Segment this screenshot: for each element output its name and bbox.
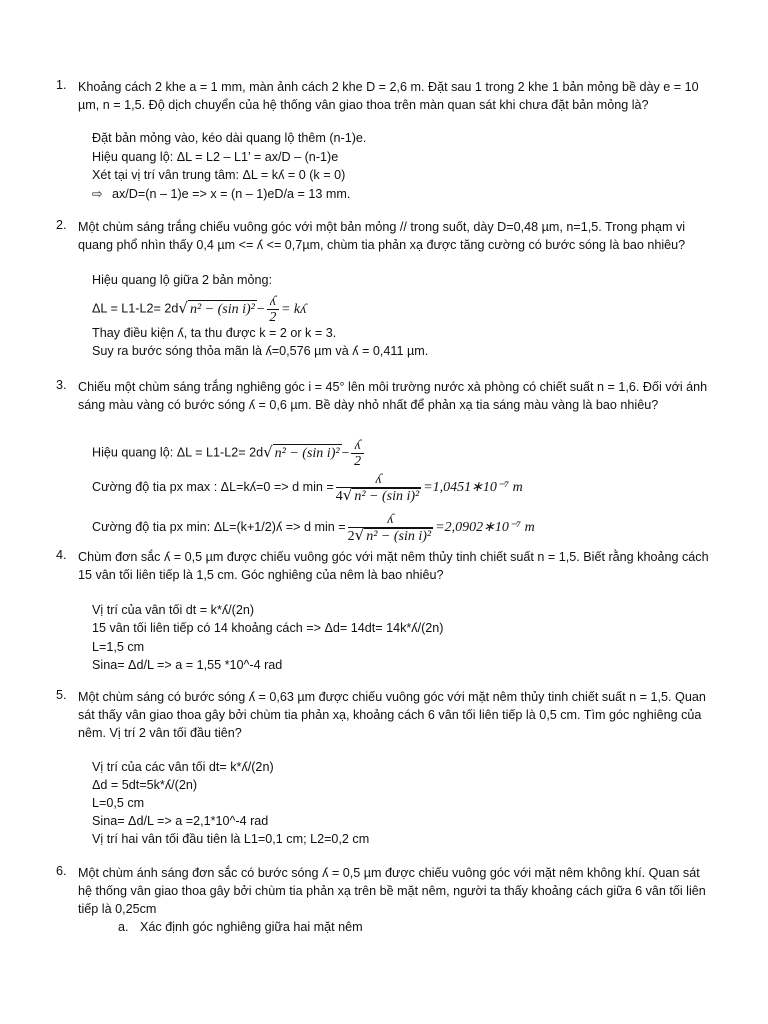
solution-line: Hiệu quang lộ: ΔL = L2 – L1’ = ax/D – (n-1)e xyxy=(92,150,339,164)
solution-line: Đặt bản mỏng vào, kéo dài quang lộ thêm (n-1)e. xyxy=(92,131,367,145)
formula-prefix: Cường độ tia px max : ΔL=kʎ=0 => d min = xyxy=(92,480,334,495)
formula-result: =1,0451∗10⁻⁷ m xyxy=(423,480,523,496)
solution-line: Vị trí của vân tối dt = k*ʎ/(2n) xyxy=(92,603,255,617)
solution-line: Vị trí hai vân tối đầu tiên là L1=0,1 cm; L2=0,2 cm xyxy=(92,832,370,846)
formula-line xyxy=(92,472,523,504)
formula-line xyxy=(92,294,306,325)
sqrt-icon: √ xyxy=(178,298,188,317)
sub-question-label: a. xyxy=(118,920,129,934)
solution-line: L=0,5 cm xyxy=(92,796,145,810)
problem-number: 6. xyxy=(56,864,67,878)
problem-6 xyxy=(56,864,716,918)
sub-question-a xyxy=(118,920,363,934)
solution-line: ax/D=(n – 1)e => x = (n – 1)eD/a = 13 mm. xyxy=(112,187,351,201)
sqrt-icon: √ xyxy=(354,526,365,544)
problem-number: 4. xyxy=(56,548,67,562)
problem-text: Một chùm sáng trắng chiếu vuông góc với một bản mỏng // trong suốt, dày D=0,48 µm, n=1,5. Trong phạm vi quang phổ nhìn thấy 0,4 µm <= ʎ <= 0,7µm, chùm tia phản xạ được tăng cường có bước sóng là bao nhiêu? xyxy=(78,220,686,252)
problem-number: 5. xyxy=(56,688,67,702)
problem-2 xyxy=(56,218,716,254)
problem-text: Một chùm sáng có bước sóng ʎ = 0,63 µm được chiếu vuông góc với mặt nêm thủy tinh chiết suất n = 1,5. Quan sát thấy vân giao thoa gây bởi chùm tia phản xạ, khoảng cách 6 vân tối liên tiếp là 0,5 cm. Tìm góc nghiêng của nêm. Vị trí 2 vân tối đầu tiên? xyxy=(78,690,706,740)
sqrt-expression: n² − (sin i)² xyxy=(189,301,255,317)
problem-text: Một chùm ánh sáng đơn sắc có bước sóng ʎ = 0,5 µm được chiếu vuông góc với mặt nêm không khí. Quan sát hệ thống vân giao thoa gây bởi chùm tia phản xạ trên bề mặt nêm, người ta thấy khoảng cách giữa 6 vân tối liên tiếp là 0,25cm xyxy=(78,866,706,916)
sub-question-text: Xác định góc nghiêng giữa hai mặt nêm xyxy=(140,920,363,934)
fraction: $\frac{\text{ʎ}}{\text{4√ n² − (sin i)²}}$ xyxy=(335,472,420,504)
fraction: $\frac{\text{ʎ}}{2}$ xyxy=(267,294,279,325)
solution-line: Δd = 5dt=5k*ʎ/(2n) xyxy=(92,778,198,792)
fraction: $\frac{\text{ʎ}}{2}$ xyxy=(351,438,363,469)
fraction: $\frac{\text{ʎ}}{\text{2√ n² − (sin i)²}}$ xyxy=(347,512,432,544)
solution-line: L=1,5 cm xyxy=(92,640,145,654)
formula-result: = kʎ xyxy=(280,301,307,317)
problem-4 xyxy=(56,548,716,584)
formula-prefix: ΔL = L1-L2= 2d xyxy=(92,301,179,316)
minus-sign: − xyxy=(256,301,265,317)
solution-line: Hiệu quang lộ giữa 2 bản mỏng: xyxy=(92,273,272,287)
problem-text: Chùm đơn sắc ʎ = 0,5 µm được chiếu vuông góc với mặt nêm thủy tinh chiết suất n = 1,5. Biết rằng khoảng cách 15 vân tối liên tiếp là 1,5 cm. Góc nghiêng của nêm là bao nhiêu? xyxy=(78,550,709,582)
solution-line: Sina= Δd/L => a =2,1*10^-4 rad xyxy=(92,814,269,828)
solution-line: Xét tại vị trí vân trung tâm: ΔL = kʎ = 0 (k = 0) xyxy=(92,168,346,182)
problem-1 xyxy=(56,78,716,114)
solution-line: Thay điều kiện ʎ, ta thu được k = 2 or k = 3. xyxy=(92,326,337,340)
problem-3 xyxy=(56,378,716,414)
problem-text: Chiếu một chùm sáng trắng nghiêng góc i = 45° lên môi trường nước xà phòng có chiết suất n = 1,6. Đối với ánh sáng màu vàng có bước sóng ʎ = 0,6 µm. Bề dày nhỏ nhất để phản xạ tia sáng màu vàng là bao nhiêu? xyxy=(78,380,708,412)
solution-line: 15 vân tối liên tiếp có 14 khoảng cách => Δd= 14dt= 14k*ʎ/(2n) xyxy=(92,621,444,635)
sqrt-expression: n² − (sin i)² xyxy=(274,445,340,461)
problem-text: Khoảng cách 2 khe a = 1 mm, màn ảnh cách 2 khe D = 2,6 m. Đặt sau 1 trong 2 khe 1 bản mỏng bề dày e = 10 µm, n = 1,5. Độ dịch chuyển của hệ thống vân giao thoa trên màn quan sát khi chưa đặt bản mỏng là? xyxy=(78,80,699,112)
formula-prefix: Cường độ tia px min: ΔL=(k+1/2)ʎ => d min = xyxy=(92,520,346,535)
problem-5 xyxy=(56,688,716,742)
solution-line: Vị trí của các vân tối dt= k*ʎ/(2n) xyxy=(92,760,274,774)
problem-number: 3. xyxy=(56,378,67,392)
sqrt-icon: √ xyxy=(263,442,273,461)
formula-prefix: Hiệu quang lộ: ΔL = L1-L2= 2d xyxy=(92,445,264,460)
problem-number: 1. xyxy=(56,78,67,92)
sqrt-icon: √ xyxy=(342,486,353,504)
formula-line xyxy=(92,438,366,469)
solution-line: Suy ra bước sóng thỏa mãn là ʎ=0,576 µm và ʎ = 0,411 µm. xyxy=(92,344,429,358)
arrow-icon: ⇨ xyxy=(92,186,103,201)
formula-result: =2,0902∗10⁻⁷ m xyxy=(435,520,535,536)
minus-sign: − xyxy=(341,445,350,461)
solution-line: Sina= Δd/L => a = 1,55 *10^-4 rad xyxy=(92,658,283,672)
problem-number: 2. xyxy=(56,218,67,232)
formula-line xyxy=(92,512,535,544)
solution-conclusion xyxy=(92,185,350,203)
